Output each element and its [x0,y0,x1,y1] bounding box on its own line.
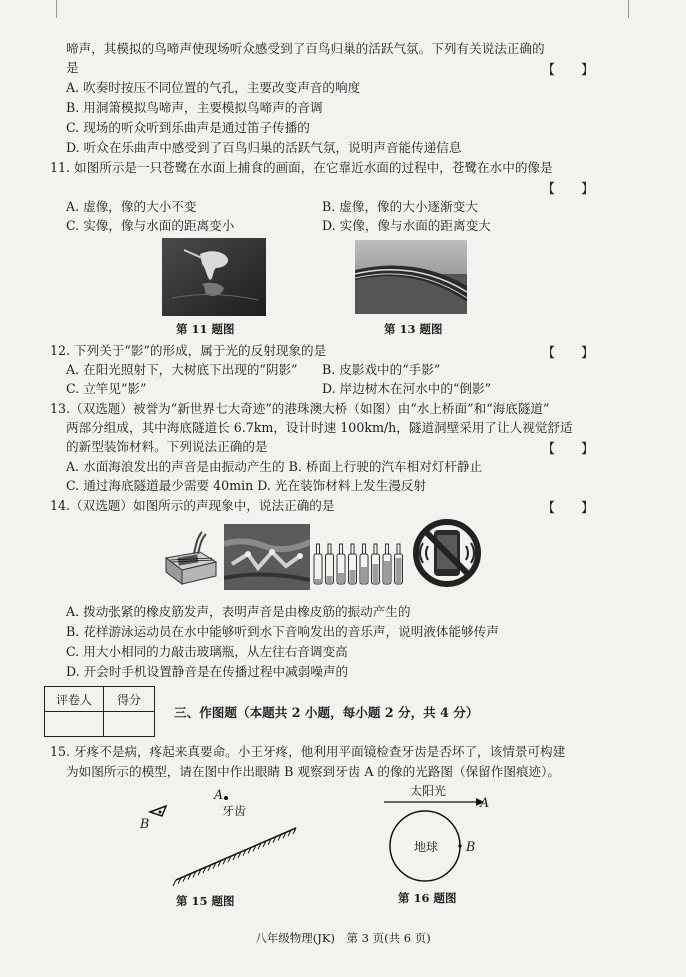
glass-bottle [360,544,368,584]
eye-icon [150,806,166,816]
answer-bracket-10[interactable]: 【 】 [542,63,595,78]
glass-bottle [326,544,334,584]
answer-bracket-12[interactable]: 【 】 [542,346,595,361]
q10-option-c: C. 现场的听众听到乐曲声是通过笛子传播的 [66,120,310,135]
fig16-label-b: B [466,839,476,854]
q10-option-d: D. 听众在乐曲声中感受到了百鸟归巢的活跃气氛，说明声音能传递信息 [66,140,462,155]
earth-point-b [458,844,461,847]
fig16-caption: 第 16 题图 [398,891,457,905]
rubber-band-box-picture [160,528,222,586]
page-footer: 八年级物理(JK) 第 3 页(共 6 页) [255,931,431,945]
score-label: 得分 [104,687,155,712]
q12-option-a: A. 在阳光照射下，大树底下出现的“阴影” [66,362,298,377]
q11-option-c: C. 实像，像与水面的距离变小 [66,218,235,233]
fig15-label-tooth: 牙齿 [222,804,247,818]
answer-bracket-11[interactable]: 【 】 [542,182,595,197]
answer-bracket-13[interactable]: 【 】 [542,442,595,457]
answer-bracket-14[interactable]: 【 】 [542,501,595,516]
q15-stem-line1: 15. 牙疼不是病，疼起来真要命。小王牙疼，他利用平面镜检查牙齿是否坏了，该情景可构建 [50,744,566,759]
q14-option-c: C. 用大小相同的力敲击玻璃瓶，从左往右音调变高 [66,644,348,659]
q11-option-b: B. 虚像，像的大小逐渐变大 [322,199,478,214]
crop-mark-left [38,0,57,18]
q13-options-cd: C. 通过海底隧道最少需要 40min D. 光在装饰材料上发生漫反射 [66,478,427,493]
grader-cell[interactable] [45,712,104,737]
synchronized-swimming-picture [224,524,310,590]
q15-stem-line2: 为如图所示的模型，请在图中作出眼睛 B 观察到牙齿 A 的像的光路图（保留作图痕迹）。 [66,764,561,779]
q14-option-a: A. 拨动张紧的橡皮筋发声，表明声音是由橡皮筋的振动产生的 [66,604,411,619]
fig15-label-b: B [140,816,150,831]
q10-stem-line2: 是 [66,60,79,75]
q13-options-ab: A. 水面海浪发出的声音是由振动产生的 B. 桥面上行驶的汽车相对灯杆静止 [66,459,483,474]
q11-option-a: A. 虚像，像的大小不变 [66,199,197,214]
glass-bottle [383,544,391,584]
glass-bottles-picture [310,540,406,588]
q14-stem: 14.（双选题）如图所示的声现象中，说法正确的是 [50,498,335,513]
crop-mark-right [628,0,647,18]
score-cell[interactable] [104,712,155,737]
fig15-label-a: A [214,787,224,802]
fig16-label-sunlight: 太阳光 [410,784,447,798]
glass-bottle [337,544,345,584]
tooth-point-a [224,796,228,800]
glass-bottle [349,544,357,584]
glass-bottle [372,544,380,584]
heron-photo [162,238,266,316]
q12-option-b: B. 皮影戏中的“手影” [322,362,441,377]
q13-stem-line2: 两部分组成，其中海底隧道长 6.7km，设计时速 100km/h，隧道洞壁采用了让人视觉舒适 [66,420,573,435]
q12-stem: 12. 下列关于“影”的形成，属于光的反射现象的是 [50,343,327,358]
section-3-heading: 三、作图题（本题共 2 小题，每小题 2 分，共 4 分） [174,705,479,720]
q11-stem: 11. 如图所示是一只苍鹭在水面上捕食的画面，在它靠近水面的过程中，苍鹭在水中的像是 [50,160,553,175]
fig11-caption: 第 11 题图 [176,322,235,336]
q12-option-c: C. 立竿见“影” [66,381,147,396]
q12-option-d: D. 岸边树木在河水中的“倒影” [322,381,492,396]
q10-option-b: B. 用洞箫模拟鸟啼声，主要模拟鸟啼声的音调 [66,100,323,115]
glass-bottle [314,544,322,584]
fig16-label-a: A [480,795,490,810]
q14-option-d: D. 开会时手机设置静音是在传播过程中减弱噪声的 [66,664,349,679]
fig16-label-earth: 地球 [414,840,439,854]
phone-silent-picture [412,516,482,590]
q10-option-a: A. 吹奏时按压不同位置的气孔，主要改变声音的响度 [66,80,361,95]
q10-stem-line1: 啼声，其模拟的鸟啼声使现场听众感受到了百鸟归巢的活跃气氛。下列有关说法正确的 [66,41,545,56]
score-table [44,686,155,737]
grader-label: 评卷人 [45,687,104,712]
q11-option-d: D. 实像，像与水面的距离变大 [322,218,491,233]
bridge-photo [355,240,467,314]
q13-stem-line3: 的新型装饰材料。下列说法正确的是 [66,439,268,454]
glass-bottle [395,544,403,584]
fig13-caption: 第 13 题图 [384,322,443,336]
q13-stem-line1: 13.（双选题）被誉为“新世界七大奇迹”的港珠澳大桥（如图）由“水上桥面”和“海底隧道” [50,401,550,416]
fig15-caption: 第 15 题图 [176,894,235,908]
q14-option-b: B. 花样游泳运动员在水中能够听到水下音响发出的音乐声，说明液体能够传声 [66,624,499,639]
